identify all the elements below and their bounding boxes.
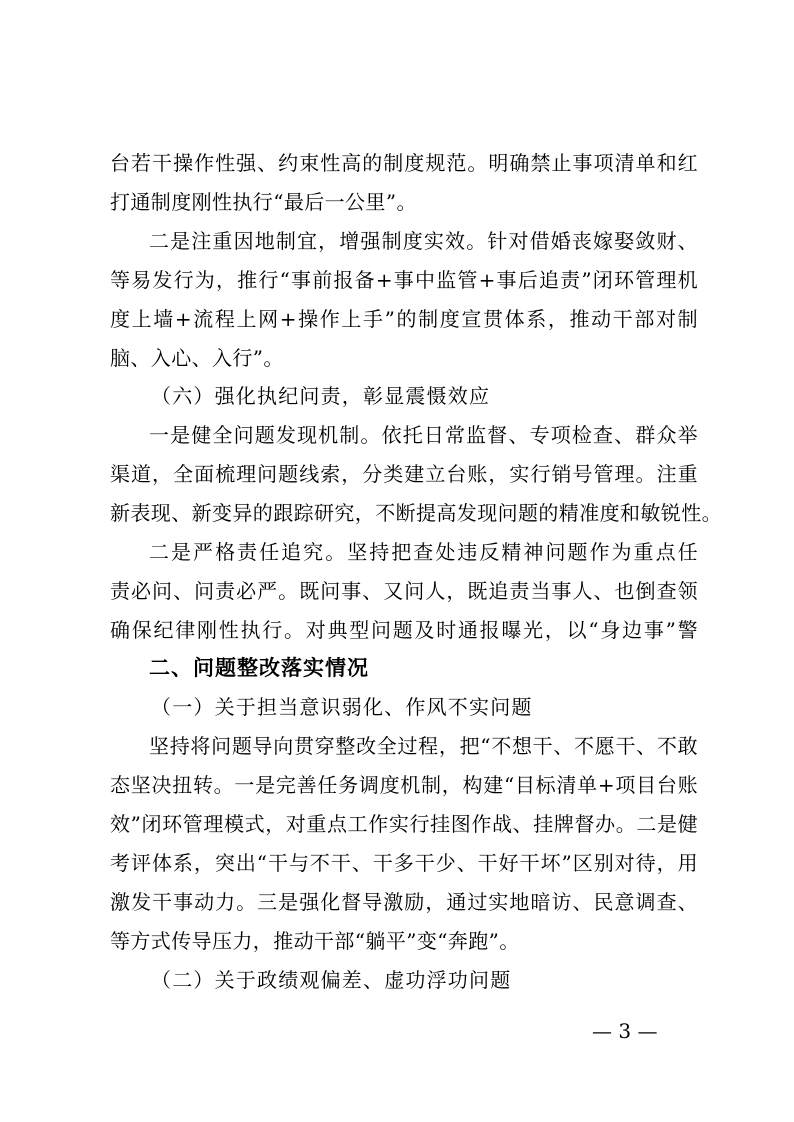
body-text-line: 责必问、问责必严。既问事、又问人，既追责当事人、也倒查领 (110, 579, 698, 603)
body-text-line: 激发干事动力。三是强化督导激励，通过实地暗访、民意调查、 (110, 890, 698, 914)
body-text-line: 考评体系，突出“干与不干、干多干少、干好干坏”区别对待，用 (110, 851, 698, 875)
body-text-line: 一是健全问题发现机制。依托日常监督、专项检查、群众举 (149, 423, 698, 447)
body-text-line: 效”闭环管理模式，对重点工作实行挂图作战、挂牌督办。二是健 (110, 812, 698, 836)
body-text-line: 态坚决扭转。一是完善任务调度机制，构建“目标清单+项目台账 (110, 773, 698, 797)
body-text-line: 台若干操作性强、约束性高的制度规范。明确禁止事项清单和红 (110, 151, 698, 175)
body-text-line: 二是注重因地制宜，增强制度实效。针对借婚丧嫁娶敛财、 (149, 229, 698, 253)
body-text-line: 等易发行为，推行“事前报备+事中监管+事后追责”闭环管理机 (110, 268, 698, 292)
page-number: — 3 — (592, 1019, 658, 1043)
body-text-line: 新表现、新变异的跟踪研究，不断提高发现问题的精准度和敏锐性。 (110, 501, 722, 525)
sub-heading-two: （二）关于政绩观偏差、虚功浮功问题 (151, 968, 512, 992)
body-text-line: 脑、入心、入行”。 (110, 346, 284, 370)
body-text-line: 等方式传导压力，推动干部“躺平”变“奔跑”。 (110, 929, 520, 953)
sub-heading-one: （一）关于担当意识弱化、作风不实问题 (151, 695, 533, 719)
body-text-line: 坚持将问题导向贯穿整改全过程，把“不想干、不愿干、不敢 (149, 734, 698, 758)
body-text-line: 打通制度刚性执行“最后一公里”。 (110, 190, 417, 214)
body-text-line: 度上墙+流程上网+操作上手”的制度宣贯体系，推动干部对制 (110, 307, 698, 331)
sub-heading-six: （六）强化执纪问责，彰显震慑效应 (151, 384, 491, 408)
body-text-line: 确保纪律刚性执行。对典型问题及时通报曝光，以“身边事”警 (110, 618, 698, 642)
section-heading: 二、问题整改落实情况 (149, 656, 369, 680)
body-text-line: 渠道，全面梳理问题线索，分类建立台账，实行销号管理。注重 (110, 462, 698, 486)
body-text-line: 二是严格责任追究。坚持把查处违反精神问题作为重点任 (149, 540, 698, 564)
